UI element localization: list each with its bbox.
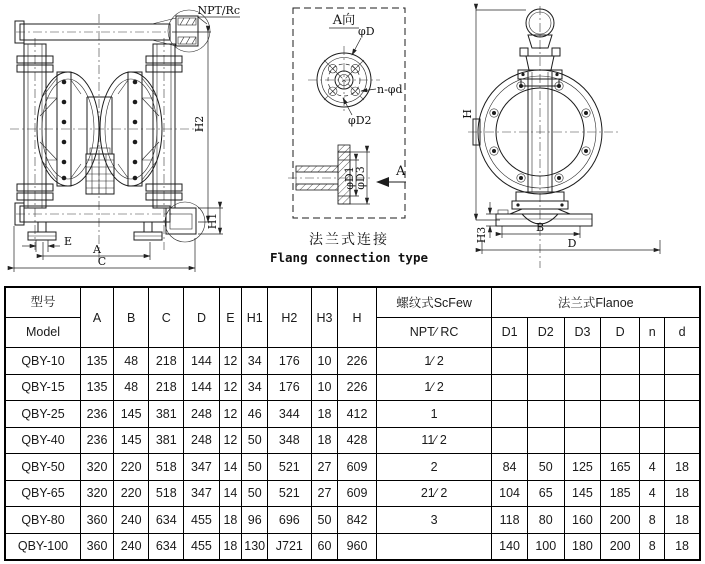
header-flange-d3: D3 — [564, 317, 600, 347]
value-cell: 248 — [184, 427, 219, 454]
dim-phid2-label: φD2 — [348, 114, 372, 127]
dim-h2-label: H2 — [193, 115, 206, 133]
header-dim-e: E — [219, 287, 242, 348]
value-cell: 518 — [149, 480, 184, 507]
table-row — [5, 480, 700, 507]
model-cell: QBY-40 — [5, 427, 80, 454]
dim-d-label: D — [567, 237, 577, 250]
dim-h1-label: H1 — [206, 212, 219, 230]
value-cell: 144 — [184, 348, 219, 375]
view-direction-arrow — [376, 177, 389, 187]
value-cell: 14 — [219, 454, 242, 481]
value-cell — [492, 348, 527, 375]
value-cell: 344 — [268, 401, 311, 428]
value-cell: 84 — [492, 454, 527, 481]
pump-front-view-drawing — [2, 2, 242, 280]
value-cell — [564, 374, 600, 401]
caption-english: Flang connection type — [269, 250, 429, 265]
value-cell — [665, 401, 700, 428]
value-cell — [640, 348, 665, 375]
value-cell — [527, 374, 564, 401]
value-cell: 360 — [80, 507, 113, 534]
value-cell: 27 — [311, 454, 338, 481]
header-flange-d: D — [601, 317, 640, 347]
value-cell: 609 — [338, 480, 376, 507]
dimension-table — [4, 286, 701, 561]
caption-chinese: 法兰式连接 — [309, 232, 389, 248]
value-cell — [665, 348, 700, 375]
npt-label: NPT/Rc — [197, 4, 240, 17]
value-cell: 226 — [338, 348, 376, 375]
value-cell: 218 — [149, 348, 184, 375]
value-cell — [601, 348, 640, 375]
table-header — [5, 287, 700, 348]
dim-e-label: E — [64, 235, 73, 248]
value-cell: 118 — [492, 507, 527, 534]
value-cell: 455 — [184, 533, 219, 560]
header-flange-dd: d — [665, 317, 700, 347]
value-cell: 4 — [640, 454, 665, 481]
value-cell: 130 — [242, 533, 268, 560]
header-dim-h2: H2 — [268, 287, 311, 348]
value-cell: 50 — [242, 427, 268, 454]
value-cell: 34 — [242, 374, 268, 401]
value-cell — [640, 427, 665, 454]
value-cell — [601, 427, 640, 454]
value-cell: 381 — [149, 401, 184, 428]
header-dim-h1: H1 — [242, 287, 268, 348]
value-cell — [640, 401, 665, 428]
value-cell: 8 — [640, 533, 665, 560]
header-flange-d2: D2 — [527, 317, 564, 347]
value-cell — [564, 427, 600, 454]
value-cell: 521 — [268, 454, 311, 481]
model-cell: QBY-50 — [5, 454, 80, 481]
value-cell: 240 — [114, 507, 149, 534]
value-cell: 11∕ 2 — [376, 427, 492, 454]
value-cell: 4 — [640, 480, 665, 507]
value-cell: 960 — [338, 533, 376, 560]
value-cell: 50 — [527, 454, 564, 481]
header-dim-b: B — [114, 287, 149, 348]
value-cell: 609 — [338, 454, 376, 481]
value-cell: 18 — [311, 401, 338, 428]
value-cell: 12 — [219, 374, 242, 401]
value-cell: 10 — [311, 374, 338, 401]
npt-port-callout — [197, 4, 240, 24]
value-cell: 347 — [184, 480, 219, 507]
flange-connection-drawing — [240, 2, 465, 280]
value-cell: 50 — [311, 507, 338, 534]
value-cell: 1 — [376, 401, 492, 428]
table-row — [5, 348, 700, 375]
value-cell: 50 — [242, 480, 268, 507]
value-cell: 220 — [114, 480, 149, 507]
value-cell: 412 — [338, 401, 376, 428]
dim-c-label: C — [97, 255, 107, 268]
center-body-muffler — [46, 97, 153, 194]
table-row — [5, 533, 700, 560]
value-cell: 320 — [80, 454, 113, 481]
table-row — [5, 401, 700, 428]
value-cell — [665, 427, 700, 454]
model-cell: QBY-100 — [5, 533, 80, 560]
header-model-en: Model — [6, 317, 80, 347]
view-a-title: A向 — [332, 13, 356, 28]
pump-side-view-drawing — [460, 2, 705, 280]
value-cell: 48 — [114, 348, 149, 375]
value-cell: 236 — [80, 401, 113, 428]
value-cell: 220 — [114, 454, 149, 481]
value-cell: 12 — [219, 348, 242, 375]
header-flange-group: 法兰式Flanoe — [492, 287, 700, 317]
value-cell: 455 — [184, 507, 219, 534]
header-dim-c: C — [149, 287, 184, 348]
value-cell: 145 — [564, 480, 600, 507]
value-cell: 12 — [219, 401, 242, 428]
value-cell: 696 — [268, 507, 311, 534]
value-cell: 2 — [376, 454, 492, 481]
value-cell — [564, 401, 600, 428]
header-npt-rc: NPT∕ RC — [376, 317, 492, 347]
value-cell — [492, 401, 527, 428]
table-row — [5, 507, 700, 534]
value-cell — [601, 374, 640, 401]
value-cell: 218 — [149, 374, 184, 401]
value-cell: 180 — [564, 533, 600, 560]
dim-h-label: H — [461, 109, 474, 119]
value-cell: 634 — [149, 507, 184, 534]
value-cell — [492, 374, 527, 401]
value-cell: 176 — [268, 374, 311, 401]
value-cell: 96 — [242, 507, 268, 534]
top-manifold — [15, 10, 210, 52]
value-cell — [527, 401, 564, 428]
value-cell: 165 — [601, 454, 640, 481]
view-direction-label: A — [396, 164, 406, 179]
value-cell: 842 — [338, 507, 376, 534]
value-cell: 248 — [184, 401, 219, 428]
value-cell: 12 — [219, 427, 242, 454]
header-screw-group: 螺纹式ScFew — [376, 287, 492, 317]
value-cell: 144 — [184, 374, 219, 401]
value-cell: 10 — [311, 348, 338, 375]
value-cell: 18 — [311, 427, 338, 454]
value-cell: 46 — [242, 401, 268, 428]
value-cell: 18 — [665, 507, 700, 534]
value-cell: 521 — [268, 480, 311, 507]
value-cell: 135 — [80, 374, 113, 401]
view-title — [329, 13, 359, 28]
dim-a-label: A — [93, 243, 101, 256]
value-cell: 240 — [114, 533, 149, 560]
value-cell: 200 — [601, 533, 640, 560]
value-cell: 135 — [80, 348, 113, 375]
value-cell — [492, 427, 527, 454]
value-cell — [640, 374, 665, 401]
value-cell: 50 — [242, 454, 268, 481]
value-cell: 360 — [80, 533, 113, 560]
dim-h3-label: H3 — [475, 226, 488, 244]
model-cell: QBY-10 — [5, 348, 80, 375]
value-cell: 18 — [665, 454, 700, 481]
value-cell: 185 — [601, 480, 640, 507]
dim-phid3-label: φD3 — [354, 166, 367, 190]
dim-nphid-label: n-φd — [377, 83, 403, 96]
value-cell: 60 — [311, 533, 338, 560]
table-row — [5, 374, 700, 401]
value-cell: 100 — [527, 533, 564, 560]
table-row — [5, 454, 700, 481]
model-cell: QBY-25 — [5, 401, 80, 428]
value-cell: 1∕ 2 — [376, 348, 492, 375]
flange-section-view — [288, 145, 406, 204]
value-cell: 18 — [665, 480, 700, 507]
value-cell: 140 — [492, 533, 527, 560]
value-cell — [601, 401, 640, 428]
value-cell: 104 — [492, 480, 527, 507]
header-dim-d: D — [184, 287, 219, 348]
header-dim-h3: H3 — [311, 287, 338, 348]
value-cell: 236 — [80, 427, 113, 454]
model-cell: QBY-65 — [5, 480, 80, 507]
pump-feet — [28, 222, 162, 240]
value-cell: 18 — [665, 533, 700, 560]
value-cell: 381 — [149, 427, 184, 454]
value-cell: 200 — [601, 507, 640, 534]
value-cell: 347 — [184, 454, 219, 481]
value-cell: J721 — [268, 533, 311, 560]
model-cell: QBY-80 — [5, 507, 80, 534]
value-cell: 176 — [268, 348, 311, 375]
value-cell: 80 — [527, 507, 564, 534]
header-model — [5, 287, 80, 348]
value-cell: 1∕ 2 — [376, 374, 492, 401]
value-cell — [564, 348, 600, 375]
flange-caption — [270, 231, 429, 265]
dim-phid-label: φD — [358, 25, 375, 38]
value-cell: 145 — [114, 427, 149, 454]
value-cell: 21∕ 2 — [376, 480, 492, 507]
header-dim-a: A — [80, 287, 113, 348]
value-cell: 226 — [338, 374, 376, 401]
header-flange-n: n — [640, 317, 665, 347]
dim-phid1-label: φD1 — [343, 166, 356, 190]
value-cell — [376, 533, 492, 560]
value-cell: 428 — [338, 427, 376, 454]
value-cell: 160 — [564, 507, 600, 534]
header-flange-d1: D1 — [492, 317, 527, 347]
table-row — [5, 427, 700, 454]
value-cell: 145 — [114, 401, 149, 428]
value-cell: 48 — [114, 374, 149, 401]
value-cell: 634 — [149, 533, 184, 560]
value-cell: 125 — [564, 454, 600, 481]
header-dim-h: H — [338, 287, 376, 348]
dim-b-label: B — [535, 221, 545, 234]
value-cell: 320 — [80, 480, 113, 507]
value-cell — [665, 374, 700, 401]
model-cell: QBY-15 — [5, 374, 80, 401]
value-cell: 348 — [268, 427, 311, 454]
table-body — [5, 348, 700, 560]
flange-face-view — [308, 25, 403, 127]
center-lines — [10, 14, 202, 264]
header-model-cn: 型号 — [30, 295, 56, 309]
value-cell: 8 — [640, 507, 665, 534]
value-cell: 18 — [219, 507, 242, 534]
value-cell: 518 — [149, 454, 184, 481]
value-cell: 18 — [219, 533, 242, 560]
value-cell: 14 — [219, 480, 242, 507]
value-cell — [527, 427, 564, 454]
value-cell: 34 — [242, 348, 268, 375]
value-cell — [527, 348, 564, 375]
value-cell: 3 — [376, 507, 492, 534]
value-cell: 65 — [527, 480, 564, 507]
value-cell: 27 — [311, 480, 338, 507]
